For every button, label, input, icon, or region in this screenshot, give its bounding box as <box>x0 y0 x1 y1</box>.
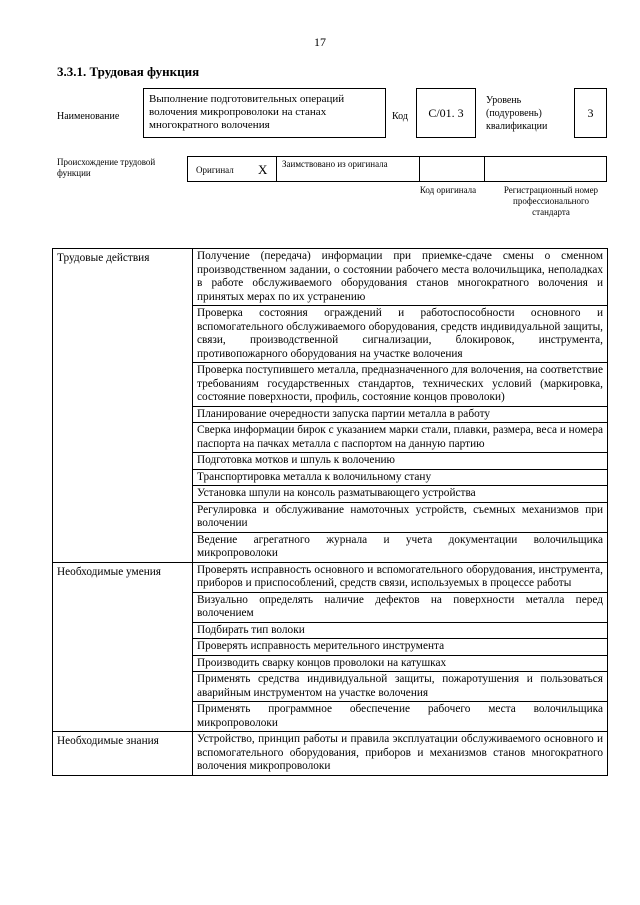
code-value: C/01. 3 <box>416 88 476 138</box>
name-label: Наименование <box>57 111 120 122</box>
origin-borrowed-cell <box>277 157 420 181</box>
item-text: Устройство, принцип работы и правила эксплуатации обслуживаемого основного и вспомогательного оборудования, приборов и механизмов станов многократного волочения микропроволоки <box>193 732 608 776</box>
category-label: Трудовые действия <box>53 249 193 563</box>
item-text: Подготовка мотков и шпуль к волочению <box>193 453 608 470</box>
origin-row <box>187 156 607 182</box>
item-text: Проверка состояния ограждений и работоспособности основного и вспомогательного обслуживаемого оборудования, средств индивидуальной защиты, связи, производственной сигнализации, блокировок, инструмента, противопожарного оборудования на участке волочения <box>193 306 608 363</box>
item-text: Подбирать тип волоки <box>193 622 608 639</box>
origin-original-cell <box>188 157 277 181</box>
item-text: Применять программное обеспечение рабочего места волочильщика микропроволоки <box>193 702 608 732</box>
function-table <box>52 248 608 776</box>
code-original-label: Код оригинала <box>419 185 477 195</box>
level-value: 3 <box>574 88 607 138</box>
code-label: Код <box>392 111 408 122</box>
table-row <box>53 562 608 592</box>
item-text: Планирование очередности запуска партии металла в работу <box>193 406 608 423</box>
item-text: Ведение агрегатного журнала и учета документации волочильщика микропроволоки <box>193 532 608 562</box>
item-text: Применять средства индивидуальной защиты, пожаротушения и пользоваться аварийным инструментом на участке волочения <box>193 672 608 702</box>
item-text: Визуально определять наличие дефектов на поверхности металла перед волочением <box>193 592 608 622</box>
item-text: Проверка поступившего металла, предназначенного для волочения, на соответствие требованиям государственных стандартов, технических условий (маркировка, состояние поверхности, профиль, состояние концов проволоки) <box>193 363 608 407</box>
table-row <box>53 249 608 306</box>
category-label: Необходимые знания <box>53 732 193 776</box>
reg-number-label: Регистрационный номер профессионального стандарта <box>503 185 599 217</box>
category-label: Необходимые умения <box>53 562 193 732</box>
level-label-text: Уровень (подуровень) квалификации <box>486 95 548 132</box>
origin-reg-cell <box>485 157 608 181</box>
item-text: Получение (передача) информации при приемке-сдаче смены о сменном производственном задании, о состоянии рабочего места волочильщика, неполадках в работе обслуживаемого оборудования станов многократного волочения и принятых мерах по их устранению <box>193 249 608 306</box>
function-name-value: Выполнение подготовительных операций волочения микропроволоки на станах многократного волочения <box>143 88 386 138</box>
level-label <box>486 94 568 133</box>
item-text: Сверка информации бирок с указанием марки стали, плавки, размера, веса и номера паспорта на пачках металла с паспортом на данную партию <box>193 423 608 453</box>
origin-label: Происхождение трудовой функции <box>57 157 156 178</box>
item-text: Регулировка и обслуживание намоточных устройств, съемных механизмов при волочении <box>193 502 608 532</box>
item-text: Производить сварку концов проволоки на катушках <box>193 655 608 672</box>
function-table-body <box>53 249 608 776</box>
item-text: Транспортировка металла к волочильному стану <box>193 469 608 486</box>
original-label: Оригинал <box>196 165 234 175</box>
page-number: 17 <box>314 35 326 49</box>
section-heading: 3.3.1. Трудовая функция <box>57 64 200 79</box>
original-mark: X <box>258 162 268 177</box>
table-row <box>53 732 608 776</box>
origin-code-cell <box>420 157 485 181</box>
item-text: Проверять исправность основного и вспомогательного оборудования, инструмента, приборов и приспособлений, средств связи, используемых в процессе работы <box>193 562 608 592</box>
item-text: Проверять исправность мерительного инструмента <box>193 639 608 656</box>
borrowed-label: Заимствовано из оригинала <box>282 159 388 169</box>
item-text: Установка шпули на консоль разматывающего устройства <box>193 486 608 503</box>
